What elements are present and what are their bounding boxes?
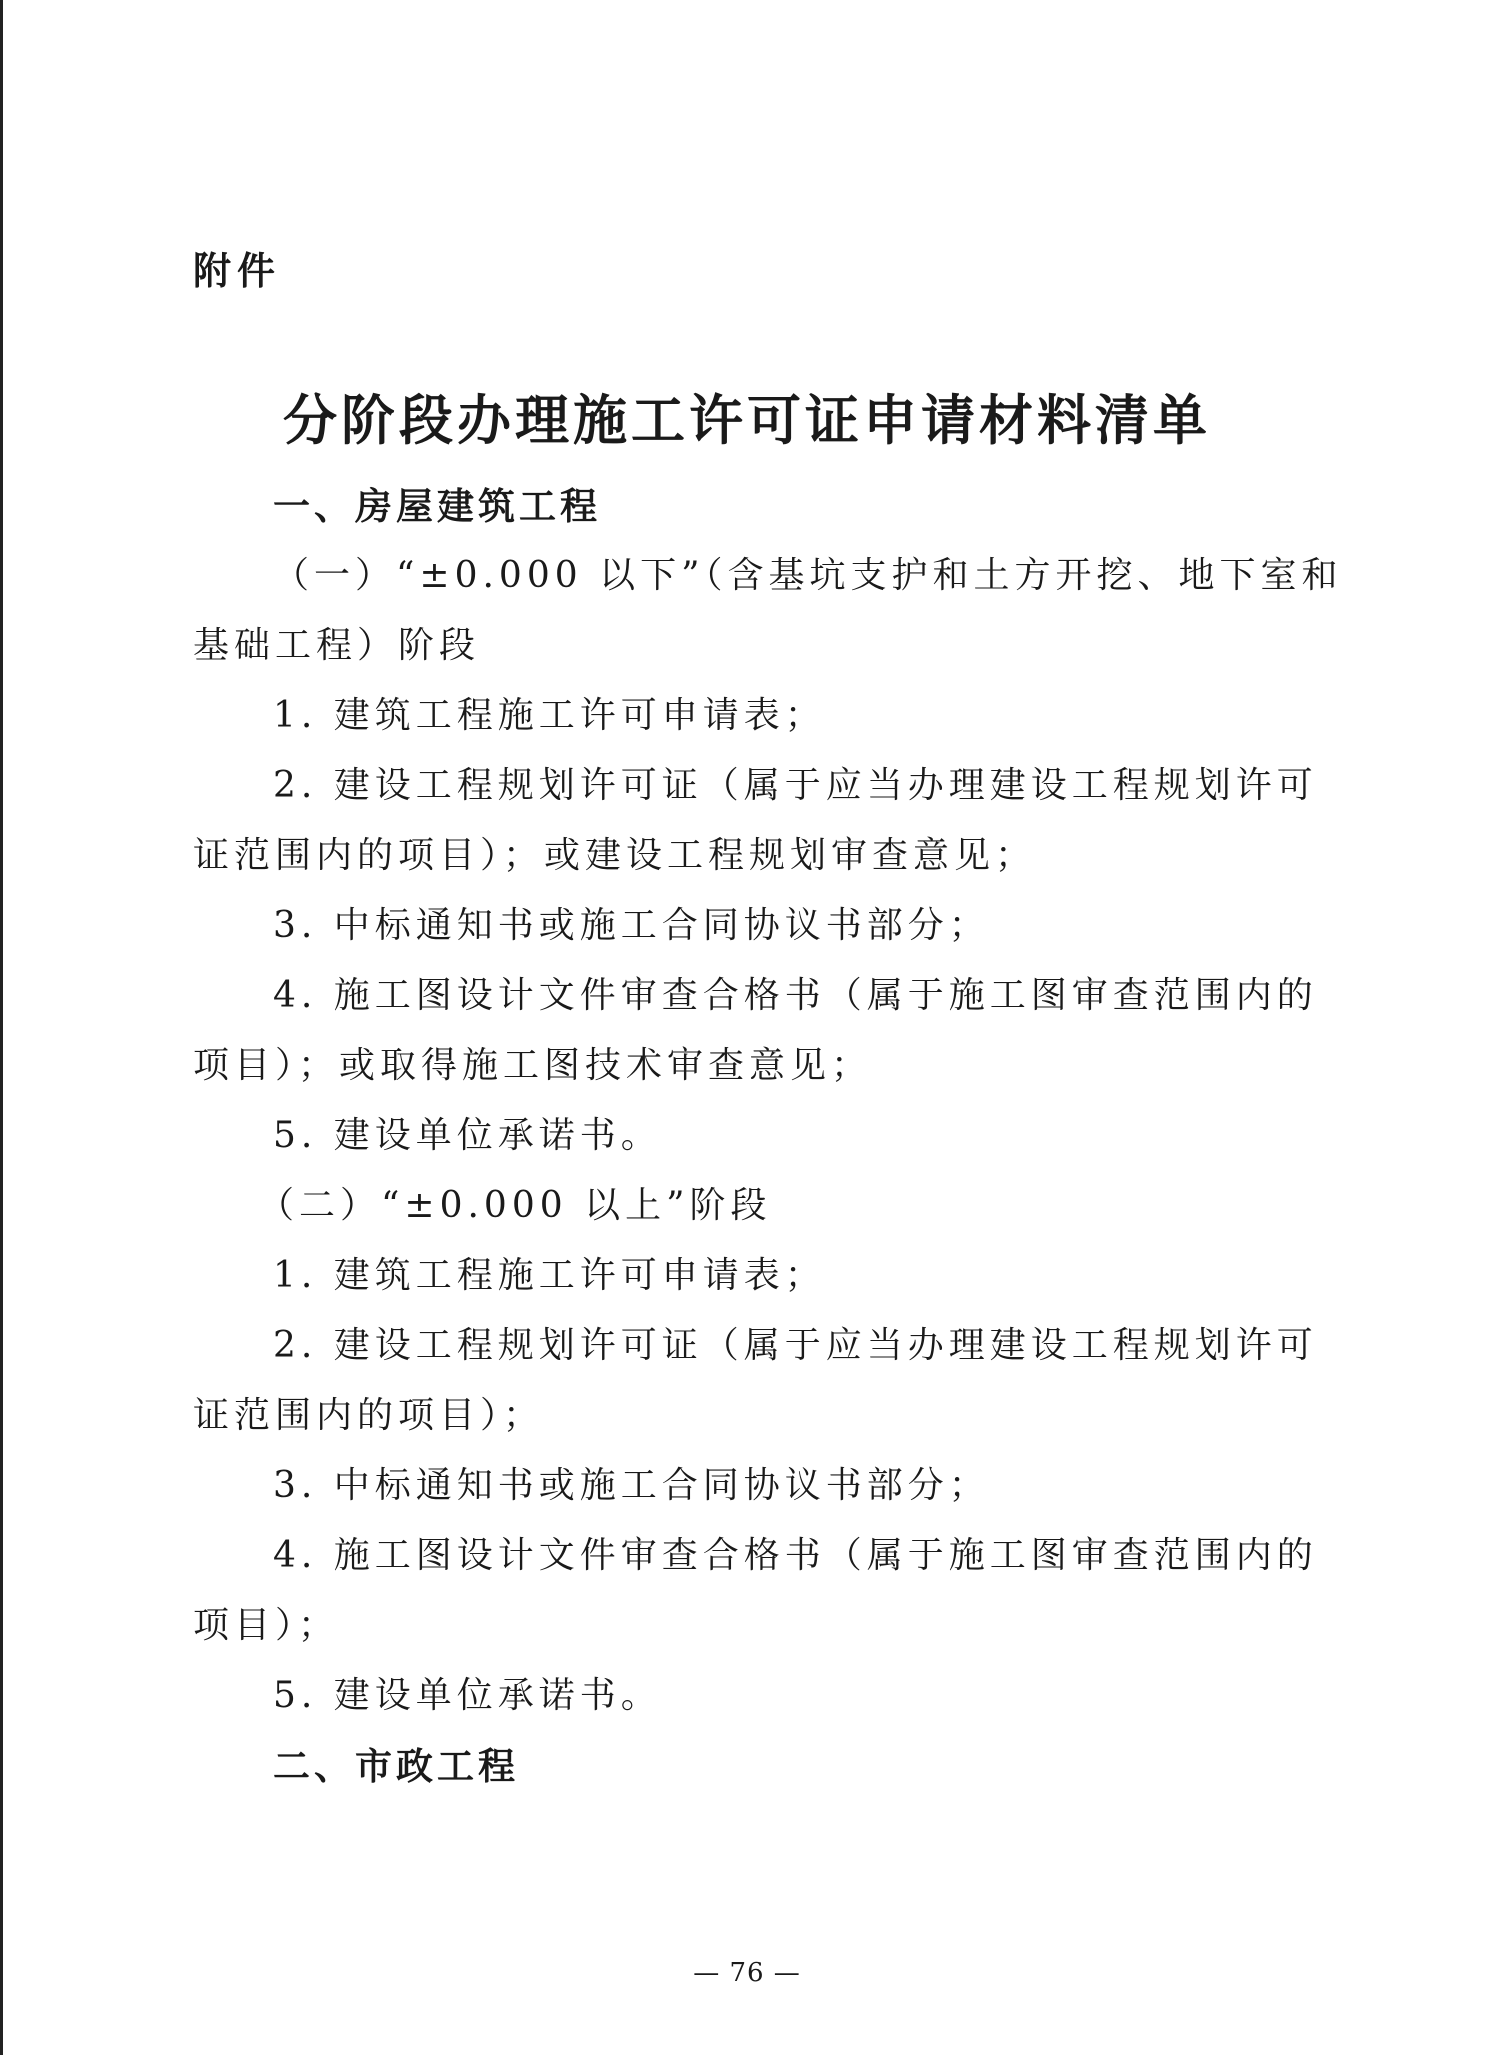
section-heading-building: 一、房屋建筑工程 xyxy=(273,485,601,528)
stage2-item-2-cont: 证范围内的项目）； xyxy=(193,1395,545,1436)
stage2-item-4: 4. 施工图设计文件审查合格书（属于施工图审查范围内的 xyxy=(273,1535,1318,1576)
document-title: 分阶段办理施工许可证申请材料清单 xyxy=(283,388,1211,452)
stage1-item-5: 5. 建设单位承诺书。 xyxy=(273,1115,662,1156)
section-heading-municipal: 二、市政工程 xyxy=(273,1745,519,1788)
stage2-heading: （二）“±0.000 以上”阶段 xyxy=(258,1185,772,1226)
stage1-item-4-cont: 项目）；或取得施工图技术审查意见； xyxy=(193,1045,873,1086)
stage2-item-1: 1. 建筑工程施工许可申请表； xyxy=(273,1255,826,1296)
stage1-heading-line2: 基础工程）阶段 xyxy=(193,625,481,666)
stage1-item-2: 2. 建设工程规划许可证（属于应当办理建设工程规划许可 xyxy=(273,765,1318,806)
stage2-item-2: 2. 建设工程规划许可证（属于应当办理建设工程规划许可 xyxy=(273,1325,1318,1366)
stage2-item-3: 3. 中标通知书或施工合同协议书部分； xyxy=(273,1465,990,1506)
stage2-item-5: 5. 建设单位承诺书。 xyxy=(273,1675,662,1716)
stage1-item-3: 3. 中标通知书或施工合同协议书部分； xyxy=(273,905,990,946)
stage2-item-4-cont: 项目）； xyxy=(193,1605,340,1646)
stage1-heading-line1: （一）“±0.000 以下”（含基坑支护和土方开挖、地下室和 xyxy=(273,555,1343,596)
page-number: — 76 — xyxy=(693,1958,801,1988)
stage1-item-4: 4. 施工图设计文件审查合格书（属于施工图审查范围内的 xyxy=(273,975,1318,1016)
stage1-item-2-cont: 证范围内的项目）；或建设工程规划审查意见； xyxy=(193,835,1037,876)
stage1-item-1: 1. 建筑工程施工许可申请表； xyxy=(273,695,826,736)
attachment-label: 附件 xyxy=(193,249,282,293)
